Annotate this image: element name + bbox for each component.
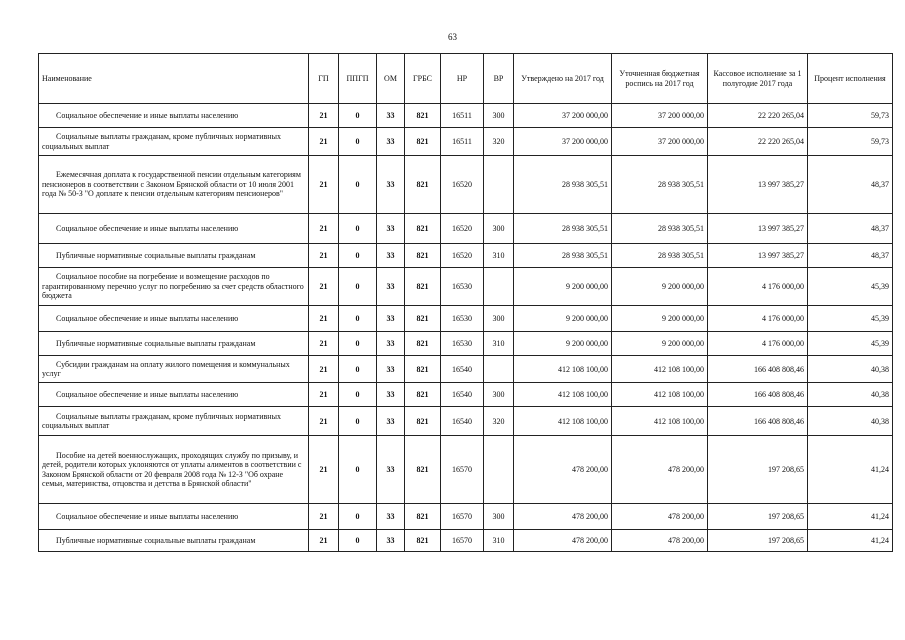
- row-ppgp: 0: [339, 332, 377, 356]
- row-om: 33: [377, 214, 405, 244]
- row-cash: 4 176 000,00: [708, 332, 808, 356]
- row-vr: [484, 156, 514, 214]
- row-refined: 28 938 305,51: [612, 156, 708, 214]
- row-nr: 16530: [441, 306, 484, 332]
- row-om: 33: [377, 128, 405, 156]
- row-approved: 478 200,00: [514, 504, 612, 530]
- row-nr: 16540: [441, 407, 484, 436]
- row-ppgp: 0: [339, 156, 377, 214]
- row-cash: 197 208,65: [708, 504, 808, 530]
- row-om: 33: [377, 244, 405, 268]
- table-row: [39, 407, 893, 436]
- row-refined: 28 938 305,51: [612, 214, 708, 244]
- row-approved: 412 108 100,00: [514, 407, 612, 436]
- row-vr: [484, 436, 514, 504]
- table-row: [39, 244, 893, 268]
- row-om: 33: [377, 104, 405, 128]
- row-grbs: 821: [405, 156, 441, 214]
- row-grbs: 821: [405, 407, 441, 436]
- table-row: [39, 306, 893, 332]
- row-grbs: 821: [405, 268, 441, 306]
- row-ppgp: 0: [339, 436, 377, 504]
- page-number: 63: [448, 32, 457, 42]
- row-ppgp: 0: [339, 244, 377, 268]
- row-gp: 21: [309, 356, 339, 383]
- row-om: 33: [377, 306, 405, 332]
- row-grbs: 821: [405, 214, 441, 244]
- row-grbs: 821: [405, 530, 441, 552]
- header-om: ОМ: [377, 54, 405, 104]
- row-refined: 28 938 305,51: [612, 244, 708, 268]
- row-name: Публичные нормативные социальные выплаты гражданам: [39, 244, 309, 268]
- header-gp: ГП: [309, 54, 339, 104]
- row-approved: 28 938 305,51: [514, 156, 612, 214]
- row-vr: 300: [484, 306, 514, 332]
- row-name: Социальное обеспечение и иные выплаты населению: [39, 104, 309, 128]
- row-gp: 21: [309, 268, 339, 306]
- row-name: Публичные нормативные социальные выплаты гражданам: [39, 530, 309, 552]
- row-approved: 9 200 000,00: [514, 306, 612, 332]
- row-cash: 13 997 385,27: [708, 214, 808, 244]
- row-vr: 300: [484, 383, 514, 407]
- row-gp: 21: [309, 128, 339, 156]
- row-gp: 21: [309, 306, 339, 332]
- row-name: Пособие на детей военнослужащих, проходящих службу по призыву, и детей, родители которых уклоняются от уплаты алиментов в соответствии с Законом Брянской области от 20 февраля 2008 года № 12-З "Об охране семьи, материнства, отцовства и детства в Брянской области": [39, 436, 309, 504]
- row-percent: 48,37: [808, 214, 893, 244]
- row-ppgp: 0: [339, 356, 377, 383]
- table-header-row: [39, 54, 893, 104]
- table-row: [39, 104, 893, 128]
- table-row: [39, 530, 893, 552]
- row-name: Социальное пособие на погребение и возмещение расходов по гарантированному перечню услуг по погребению за счет средств областного бюджета: [39, 268, 309, 306]
- row-percent: 48,37: [808, 244, 893, 268]
- row-nr: 16520: [441, 244, 484, 268]
- row-nr: 16530: [441, 332, 484, 356]
- row-name: Социальное обеспечение и иные выплаты населению: [39, 306, 309, 332]
- budget-table: [38, 53, 893, 552]
- table-row: [39, 268, 893, 306]
- row-grbs: 821: [405, 436, 441, 504]
- row-name: Социальное обеспечение и иные выплаты населению: [39, 504, 309, 530]
- row-vr: 310: [484, 530, 514, 552]
- row-vr: [484, 268, 514, 306]
- row-percent: 40,38: [808, 383, 893, 407]
- row-gp: 21: [309, 504, 339, 530]
- row-percent: 45,39: [808, 332, 893, 356]
- row-cash: 13 997 385,27: [708, 156, 808, 214]
- row-gp: 21: [309, 530, 339, 552]
- row-cash: 197 208,65: [708, 530, 808, 552]
- row-percent: 41,24: [808, 530, 893, 552]
- row-ppgp: 0: [339, 268, 377, 306]
- row-vr: 300: [484, 104, 514, 128]
- row-nr: 16570: [441, 436, 484, 504]
- row-cash: 197 208,65: [708, 436, 808, 504]
- row-cash: 4 176 000,00: [708, 268, 808, 306]
- row-cash: 166 408 808,46: [708, 407, 808, 436]
- row-vr: 300: [484, 214, 514, 244]
- row-vr: 310: [484, 244, 514, 268]
- row-percent: 59,73: [808, 104, 893, 128]
- row-gp: 21: [309, 214, 339, 244]
- row-nr: 16540: [441, 383, 484, 407]
- row-nr: 16520: [441, 214, 484, 244]
- row-refined: 9 200 000,00: [612, 306, 708, 332]
- row-approved: 37 200 000,00: [514, 104, 612, 128]
- row-grbs: 821: [405, 504, 441, 530]
- row-cash: 4 176 000,00: [708, 306, 808, 332]
- row-gp: 21: [309, 332, 339, 356]
- row-cash: 22 220 265,04: [708, 104, 808, 128]
- table-row: [39, 436, 893, 504]
- row-approved: 412 108 100,00: [514, 383, 612, 407]
- row-vr: 310: [484, 332, 514, 356]
- row-vr: [484, 356, 514, 383]
- row-grbs: 821: [405, 383, 441, 407]
- row-cash: 22 220 265,04: [708, 128, 808, 156]
- row-refined: 478 200,00: [612, 504, 708, 530]
- row-gp: 21: [309, 383, 339, 407]
- row-approved: 9 200 000,00: [514, 332, 612, 356]
- header-percent: Процент исполнения: [808, 54, 893, 104]
- row-om: 33: [377, 504, 405, 530]
- row-percent: 45,39: [808, 268, 893, 306]
- row-percent: 40,38: [808, 356, 893, 383]
- row-nr: 16540: [441, 356, 484, 383]
- row-name: Социальные выплаты гражданам, кроме публичных нормативных социальных выплат: [39, 128, 309, 156]
- row-cash: 13 997 385,27: [708, 244, 808, 268]
- row-nr: 16570: [441, 504, 484, 530]
- row-percent: 41,24: [808, 504, 893, 530]
- row-gp: 21: [309, 436, 339, 504]
- row-gp: 21: [309, 244, 339, 268]
- row-gp: 21: [309, 104, 339, 128]
- row-nr: 16530: [441, 268, 484, 306]
- row-nr: 16511: [441, 104, 484, 128]
- row-om: 33: [377, 530, 405, 552]
- row-gp: 21: [309, 156, 339, 214]
- row-om: 33: [377, 407, 405, 436]
- row-grbs: 821: [405, 306, 441, 332]
- table-row: [39, 214, 893, 244]
- row-name: Социальное обеспечение и иные выплаты населению: [39, 214, 309, 244]
- table-row: [39, 383, 893, 407]
- row-approved: 28 938 305,51: [514, 214, 612, 244]
- row-percent: 41,24: [808, 436, 893, 504]
- row-refined: 9 200 000,00: [612, 268, 708, 306]
- row-name: Субсидии гражданам на оплату жилого помещения и коммунальных услуг: [39, 356, 309, 383]
- row-name: Социальные выплаты гражданам, кроме публичных нормативных социальных выплат: [39, 407, 309, 436]
- row-approved: 478 200,00: [514, 530, 612, 552]
- row-om: 33: [377, 268, 405, 306]
- row-gp: 21: [309, 407, 339, 436]
- row-refined: 37 200 000,00: [612, 128, 708, 156]
- row-cash: 166 408 808,46: [708, 356, 808, 383]
- table-row: [39, 156, 893, 214]
- row-om: 33: [377, 356, 405, 383]
- header-nr: НР: [441, 54, 484, 104]
- row-name: Публичные нормативные социальные выплаты гражданам: [39, 332, 309, 356]
- row-vr: 320: [484, 407, 514, 436]
- row-grbs: 821: [405, 332, 441, 356]
- row-approved: 412 108 100,00: [514, 356, 612, 383]
- row-name: Ежемесячная доплата к государственной пенсии отдельным категориям пенсионеров в соответствии с Законом Брянской области от 10 июля 2001 года № 50-З "О доплате к пенсии отдельным категориям пенсионеров": [39, 156, 309, 214]
- row-percent: 45,39: [808, 306, 893, 332]
- row-ppgp: 0: [339, 530, 377, 552]
- row-ppgp: 0: [339, 214, 377, 244]
- row-percent: 48,37: [808, 156, 893, 214]
- row-refined: 412 108 100,00: [612, 356, 708, 383]
- row-approved: 478 200,00: [514, 436, 612, 504]
- row-vr: 320: [484, 128, 514, 156]
- row-percent: 40,38: [808, 407, 893, 436]
- row-ppgp: 0: [339, 128, 377, 156]
- table-row: [39, 332, 893, 356]
- row-refined: 37 200 000,00: [612, 104, 708, 128]
- row-om: 33: [377, 383, 405, 407]
- row-grbs: 821: [405, 104, 441, 128]
- row-om: 33: [377, 156, 405, 214]
- row-approved: 9 200 000,00: [514, 268, 612, 306]
- row-grbs: 821: [405, 244, 441, 268]
- row-ppgp: 0: [339, 104, 377, 128]
- row-refined: 9 200 000,00: [612, 332, 708, 356]
- table-row: [39, 504, 893, 530]
- row-ppgp: 0: [339, 383, 377, 407]
- row-grbs: 821: [405, 128, 441, 156]
- row-approved: 28 938 305,51: [514, 244, 612, 268]
- table-row: [39, 356, 893, 383]
- row-nr: 16520: [441, 156, 484, 214]
- row-grbs: 821: [405, 356, 441, 383]
- header-name: Наименование: [39, 54, 309, 104]
- header-ppgp: ППГП: [339, 54, 377, 104]
- row-vr: 300: [484, 504, 514, 530]
- header-vr: ВР: [484, 54, 514, 104]
- row-ppgp: 0: [339, 306, 377, 332]
- row-refined: 412 108 100,00: [612, 407, 708, 436]
- row-cash: 166 408 808,46: [708, 383, 808, 407]
- row-approved: 37 200 000,00: [514, 128, 612, 156]
- header-approved: Утверждено на 2017 год: [514, 54, 612, 104]
- row-nr: 16570: [441, 530, 484, 552]
- row-name: Социальное обеспечение и иные выплаты населению: [39, 383, 309, 407]
- row-nr: 16511: [441, 128, 484, 156]
- row-refined: 478 200,00: [612, 530, 708, 552]
- row-ppgp: 0: [339, 504, 377, 530]
- header-refined: Уточненная бюджетная роспись на 2017 год: [612, 54, 708, 104]
- row-ppgp: 0: [339, 407, 377, 436]
- row-om: 33: [377, 436, 405, 504]
- table-row: [39, 128, 893, 156]
- header-cash: Кассовое исполнение за 1 полугодие 2017 года: [708, 54, 808, 104]
- row-refined: 478 200,00: [612, 436, 708, 504]
- row-om: 33: [377, 332, 405, 356]
- row-percent: 59,73: [808, 128, 893, 156]
- row-refined: 412 108 100,00: [612, 383, 708, 407]
- header-grbs: ГРБС: [405, 54, 441, 104]
